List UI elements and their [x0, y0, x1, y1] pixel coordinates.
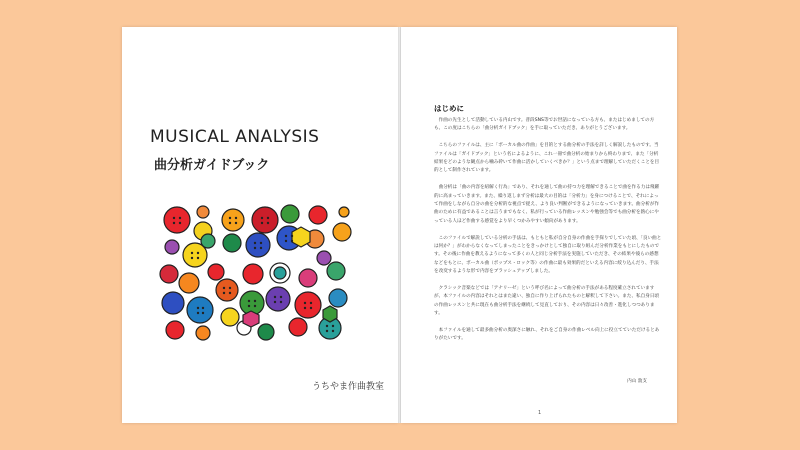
cover-subtitle: 曲分析ガイドブック — [154, 158, 270, 173]
section-heading: はじめに — [434, 104, 464, 113]
intro-paragraph: 作曲の先生として活動している内山です。普段SNS等でお世話になっている方も、またはじめましての方も、この度はこちらの「曲分析ガイドブック」を手に取っていただき、ありがとうございます。 — [434, 118, 655, 132]
colorful-buttons-illustration — [158, 195, 358, 345]
cover-title: MUSICAL ANALYSIS — [150, 127, 320, 147]
intro-page — [401, 27, 677, 423]
page-number: 1 — [538, 410, 542, 416]
intro-paragraph: 本ファイルを通して最多曲分析の奥深さに触れ、それをご自身の作曲レベル向上に役立てていただけるとありがたいです。 — [434, 328, 660, 342]
author-signature: 内山 敦支 — [627, 379, 647, 384]
cover-author: うちやま作曲教室 — [312, 382, 385, 392]
intro-paragraph: クラシック音楽などでは「アナリーゼ」という呼び名によって曲分析の手法がある程度確立されていますが、本ファイルの内容はそれとはまた違い、独自に作り上げられたものと解釈して下さい。また、私自身日頃の作曲レッスンと共に現在も曲分析手法を継続して見直しており、その内容は日々改善・進化しつつあります。 — [434, 286, 660, 317]
intro-paragraph: 曲分析は「曲の内容を紐解く行為」であり、それを通して曲の持つ力を理解できることで曲を作る力は飛躍的に高まっていきます。また、繰り返しまず分析は最大の目的は「分析力」を身につけることで、それによって作曲をしながら自分の曲を分析的な視点で捉え、より良い判断ができるようになっていきます。曲分析が作曲のために有益であることは言うまでもなく、私が行っている作曲レッスンや勉強会等でも曲分析を熱心にやっている人ほど作曲する感覚をより早くつかみやすい傾向があります。 — [434, 185, 660, 224]
cover-page — [122, 27, 398, 423]
intro-body — [434, 117, 662, 352]
intro-paragraph: このファイルで解説している分析の手法は、もともと私が自分自身の作曲を手探りでしていた頃、「良い曲とは何か？」がわからなくなってしまったことをきっかけとして独自に取り組んだ分析作業をもとにしたものです。その後に作曲を教えるようになって多くの人と同じ分析手法を実施していただき、その結果や彼らの感想などをもとに、ボーカル曲（ポップス・ロック等）の作曲に最も効果的だといえる内容に絞り込んだり、手法を改変するような形で内容をブラッシュアップしました。 — [434, 235, 662, 275]
intro-paragraph: こちらのファイルは、主に「ボーカル曲の作曲」を目的とする曲分析の手法を詳しく解説したものです。当ファイルは「ガイドブック」という名によるように、これ一冊で曲分析の始まりから終わりまで、また「分析結果をどのような観点から噛み砕いて作曲に活かしていくべきか？」という点まで理解していただくことを目的として制作されています。 — [434, 143, 660, 174]
